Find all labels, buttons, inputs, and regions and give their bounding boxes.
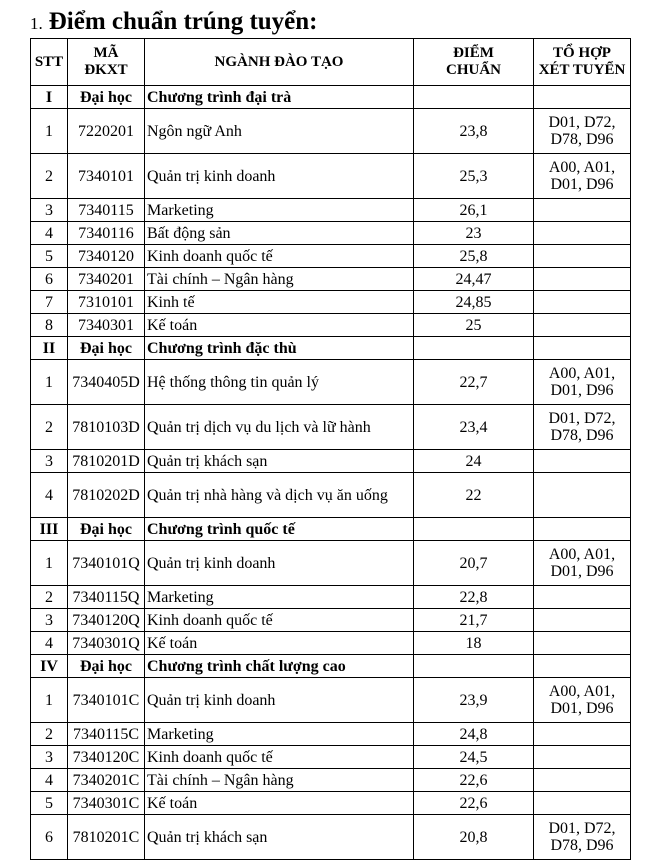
row-stt: 5 (31, 245, 68, 268)
row-score (414, 337, 534, 360)
row-major: Marketing (145, 199, 414, 222)
row-stt: 4 (31, 473, 68, 518)
row-stt: 3 (31, 746, 68, 769)
row-level: Đại học (68, 86, 145, 109)
row-code: 7340301C (68, 792, 145, 815)
section-row (31, 518, 631, 541)
table-header-row (31, 39, 631, 86)
combo-line-1: A00, A01, (548, 683, 616, 700)
row-code: 7810103D (68, 405, 145, 450)
row-major: Kinh doanh quốc tế (145, 245, 414, 268)
row-score (414, 518, 534, 541)
row-score: 23,4 (414, 405, 534, 450)
row-stt: 4 (31, 222, 68, 245)
table-row (31, 723, 631, 746)
page-title: Điểm chuẩn trúng tuyển: (48, 8, 318, 35)
row-major: Kinh tế (145, 291, 414, 314)
row-code: 7310101 (68, 291, 145, 314)
row-program: Chương trình chất lượng cao (145, 655, 414, 678)
header-score: ĐIỂM CHUẨN (414, 39, 534, 86)
row-program: Chương trình đặc thù (145, 337, 414, 360)
admission-scores-table (30, 38, 631, 860)
table-row (31, 586, 631, 609)
row-combo (534, 291, 631, 314)
row-stt: I (31, 86, 68, 109)
row-program: Chương trình đại trà (145, 86, 414, 109)
table-row (31, 109, 631, 154)
header-combo: TỔ HỢP XÉT TUYỂN (534, 39, 631, 86)
row-major: Quản trị khách sạn (145, 815, 414, 860)
row-major: Kế toán (145, 314, 414, 337)
combo-line-1: A00, A01, (548, 365, 616, 382)
combo-line-2: D78, D96 (550, 837, 614, 854)
row-score: 21,7 (414, 609, 534, 632)
row-major: Kinh doanh quốc tế (145, 746, 414, 769)
table-row (31, 792, 631, 815)
row-level: Đại học (68, 337, 145, 360)
row-combo (534, 268, 631, 291)
row-major: Kinh doanh quốc tế (145, 609, 414, 632)
row-code: 7340101C (68, 678, 145, 723)
row-combo (534, 678, 631, 723)
row-code: 7220201 (68, 109, 145, 154)
table-row (31, 769, 631, 792)
row-stt: 3 (31, 609, 68, 632)
row-level: Đại học (68, 518, 145, 541)
row-stt: 3 (31, 199, 68, 222)
table-row (31, 746, 631, 769)
table-row (31, 541, 631, 586)
combo-line-1: D01, D72, (548, 410, 616, 427)
row-major: Ngôn ngữ Anh (145, 109, 414, 154)
row-major: Tài chính – Ngân hàng (145, 268, 414, 291)
row-major: Bất động sản (145, 222, 414, 245)
row-combo (534, 746, 631, 769)
row-combo (534, 154, 631, 199)
row-score: 25,8 (414, 245, 534, 268)
row-score: 20,8 (414, 815, 534, 860)
row-combo (534, 541, 631, 586)
row-combo (534, 450, 631, 473)
row-code: 7340201 (68, 268, 145, 291)
header-code: MÃ ĐKXT (68, 39, 145, 86)
row-combo (534, 405, 631, 450)
row-code: 7340120Q (68, 609, 145, 632)
row-code: 7340101 (68, 154, 145, 199)
row-code: 7340301 (68, 314, 145, 337)
row-score: 24,5 (414, 746, 534, 769)
row-stt: IV (31, 655, 68, 678)
row-stt: 2 (31, 723, 68, 746)
row-major: Quản trị nhà hàng và dịch vụ ăn uống (145, 473, 414, 518)
combo-line-1: A00, A01, (548, 546, 616, 563)
row-major: Tài chính – Ngân hàng (145, 769, 414, 792)
table-row (31, 268, 631, 291)
row-score (414, 86, 534, 109)
row-code: 7340101Q (68, 541, 145, 586)
row-combo (534, 222, 631, 245)
row-code: 7810201D (68, 450, 145, 473)
row-stt: 4 (31, 769, 68, 792)
row-major: Quản trị khách sạn (145, 450, 414, 473)
table-body (31, 86, 631, 860)
combo-line-2: D01, D96 (550, 700, 614, 717)
row-major: Hệ thống thông tin quản lý (145, 360, 414, 405)
row-stt: 8 (31, 314, 68, 337)
table-row (31, 632, 631, 655)
row-stt: 4 (31, 632, 68, 655)
combo-line-2: D78, D96 (550, 427, 614, 444)
table-row (31, 222, 631, 245)
row-combo (534, 199, 631, 222)
header-major: NGÀNH ĐÀO TẠO (145, 39, 414, 86)
row-major: Quản trị kinh doanh (145, 541, 414, 586)
row-combo (534, 586, 631, 609)
row-score: 18 (414, 632, 534, 655)
row-level: Đại học (68, 655, 145, 678)
table-row (31, 360, 631, 405)
row-score: 22,6 (414, 792, 534, 815)
row-stt: 6 (31, 268, 68, 291)
row-combo (534, 314, 631, 337)
table-row (31, 450, 631, 473)
table-row (31, 473, 631, 518)
section-row (31, 655, 631, 678)
row-code: 7340115Q (68, 586, 145, 609)
row-combo (534, 473, 631, 518)
combo-line-1: A00, A01, (548, 159, 616, 176)
row-code: 7810202D (68, 473, 145, 518)
row-combo (534, 337, 631, 360)
row-stt: III (31, 518, 68, 541)
row-combo (534, 86, 631, 109)
row-score: 25,3 (414, 154, 534, 199)
row-major: Kế toán (145, 792, 414, 815)
row-score: 20,7 (414, 541, 534, 586)
row-score: 22,7 (414, 360, 534, 405)
row-score: 23 (414, 222, 534, 245)
row-score: 22,8 (414, 586, 534, 609)
row-combo (534, 792, 631, 815)
row-major: Quản trị dịch vụ du lịch và lữ hành (145, 405, 414, 450)
row-score: 23,9 (414, 678, 534, 723)
combo-line-2: D01, D96 (550, 176, 614, 193)
row-combo (534, 769, 631, 792)
row-stt: 2 (31, 586, 68, 609)
row-stt: 1 (31, 360, 68, 405)
row-code: 7340116 (68, 222, 145, 245)
table-row (31, 314, 631, 337)
row-stt: 3 (31, 450, 68, 473)
section-row (31, 86, 631, 109)
row-code: 7340405D (68, 360, 145, 405)
combo-line-2: D01, D96 (550, 563, 614, 580)
row-combo (534, 609, 631, 632)
row-major: Kế toán (145, 632, 414, 655)
combo-line-2: D01, D96 (550, 382, 614, 399)
row-code: 7340115 (68, 199, 145, 222)
row-code: 7340120 (68, 245, 145, 268)
section-title (30, 8, 318, 38)
table-row (31, 678, 631, 723)
row-combo (534, 632, 631, 655)
row-major: Marketing (145, 723, 414, 746)
header-stt: STT (31, 39, 68, 86)
combo-line-1: D01, D72, (548, 114, 616, 131)
row-combo (534, 518, 631, 541)
section-row (31, 337, 631, 360)
table-row (31, 154, 631, 199)
table-row (31, 245, 631, 268)
row-score: 24,85 (414, 291, 534, 314)
row-combo (534, 109, 631, 154)
row-code: 7340301Q (68, 632, 145, 655)
row-stt: II (31, 337, 68, 360)
row-stt: 6 (31, 815, 68, 860)
table-row (31, 609, 631, 632)
row-combo (534, 360, 631, 405)
row-program: Chương trình quốc tế (145, 518, 414, 541)
row-stt: 7 (31, 291, 68, 314)
row-code: 7340120C (68, 746, 145, 769)
row-major: Quản trị kinh doanh (145, 154, 414, 199)
row-score: 22,6 (414, 769, 534, 792)
row-score (414, 655, 534, 678)
row-stt: 1 (31, 109, 68, 154)
row-code: 7810201C (68, 815, 145, 860)
row-stt: 2 (31, 154, 68, 199)
row-stt: 1 (31, 541, 68, 586)
row-stt: 2 (31, 405, 68, 450)
row-code: 7340201C (68, 769, 145, 792)
table-row (31, 291, 631, 314)
row-stt: 1 (31, 678, 68, 723)
row-score: 24,47 (414, 268, 534, 291)
row-score: 22 (414, 473, 534, 518)
combo-line-1: D01, D72, (548, 820, 616, 837)
row-combo (534, 815, 631, 860)
row-combo (534, 723, 631, 746)
row-major: Marketing (145, 586, 414, 609)
table-row (31, 405, 631, 450)
row-code: 7340115C (68, 723, 145, 746)
row-stt: 5 (31, 792, 68, 815)
row-combo (534, 245, 631, 268)
table-row (31, 815, 631, 860)
row-score: 24,8 (414, 723, 534, 746)
row-score: 26,1 (414, 199, 534, 222)
table-row (31, 199, 631, 222)
section-number: 1. (30, 14, 43, 33)
row-score: 23,8 (414, 109, 534, 154)
row-score: 25 (414, 314, 534, 337)
row-major: Quản trị kinh doanh (145, 678, 414, 723)
row-combo (534, 655, 631, 678)
row-score: 24 (414, 450, 534, 473)
combo-line-2: D78, D96 (550, 131, 614, 148)
